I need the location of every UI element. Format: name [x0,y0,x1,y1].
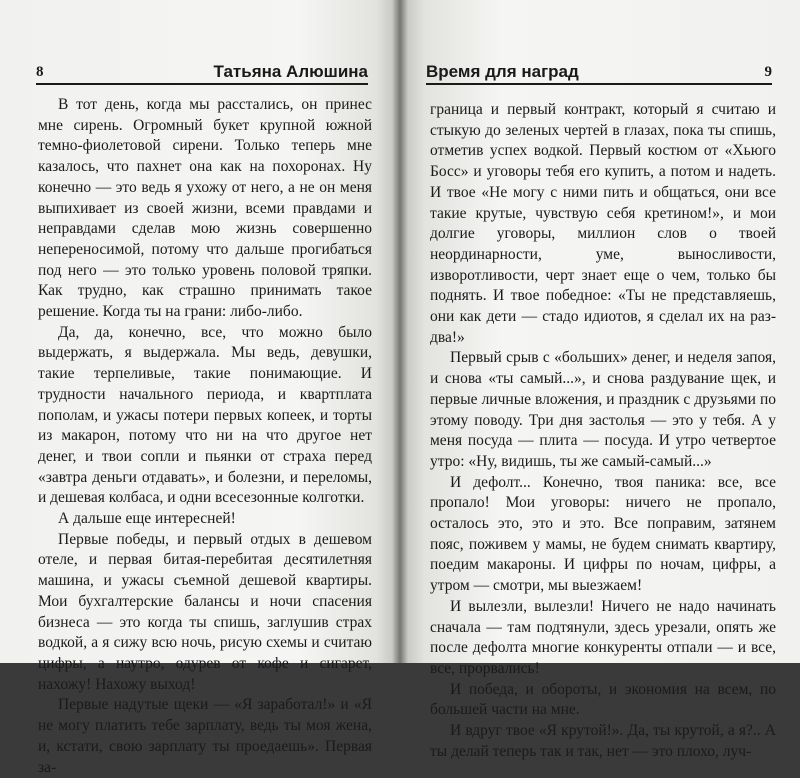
left-page-number: 8 [36,64,44,80]
paragraph: А дальше еще интересней! [58,510,236,528]
paragraph: Первые надутые щеки — «Я заработал!» и «Я не могу платить тебе зарплату, ведь ты моя жена, и, кстати, свою зарплату ты проедаешь». Первая за- [38,696,372,776]
paragraph: Первый срыв с «больших» денег, и неделя запоя, и снова «ты самый...», и снова раздувание щек, и первые личные вложения, и праздник с друзьями по этому поводу. Три дня застолья — это у тебя. А у меня посуда — плита — посуда. И утро четвертое утро: «Ну, видишь, ты же самый-самый...» [430,349,776,470]
right-page-number: 9 [764,64,772,80]
left-header-rule [36,83,368,85]
paragraph: Первые победы, и первый отдых в дешевом отеле, и первая битая-перебитая десятилетняя машина, и ужасы съемной дешевой квартиры. Мои бухгалтерские балансы и ночи спасения бизнеса — это когда ты спишь, заглушив страх водкой, а я сижу всю ночь, рисую схемы и считаю цифры, а наутро, одурев от кофе и сигарет, нахожу! Нахожу выход! [38,530,372,693]
right-header-rule [426,83,772,85]
paragraph: И дефолт... Конечно, твоя паника: все, все пропало! Мои уговоры: ничего не пропало, осталось это, это и это. Все поправим, затянем пояс, поживем у мамы, не будем снимать квартиру, поедим макароны. И цифры по ночам, цифры, а утром — смотри, мы выезжаем! [430,473,776,595]
left-running-head: Татьяна Алюшина [213,62,368,81]
paragraph: Да, да, конечно, все, что можно было выдержать, я выдержала. Мы ведь, девушки, такие терпеливые, такие понимающие. И трудности начального периода, и квартплата пополам, и ужасы потери первых копеек, и торты из макарон, потому что ни на что другое нет денег, и твои сопли и пьянки от страха перед «завтра деньги отдавать», и болезни, и переломы, и дешевая колбаса, и одни всесезонные колготки. [38,323,372,507]
paragraph: граница и первый контракт, который я считаю и стыкую до зеленых чертей в глазах, пока ты спишь, отметив успех водкой. Первый костюм от «Хьюго Босс» и уговоры тебя его купить, а потом и надеть. И твое «Не могу с ними пить и общаться, они все такие крутые, чувствую себя кретином!», и мои долгие уговоры, миллион слов о твоей неординарности, уме, выносливости, изворотливости, черт знает еще о чем, только бы поднять. И твое победное: «Ты не представляешь, они как дети — стадо идиотов, я сделал их на раз-два!» [430,101,776,346]
left-page-text [38,95,372,778]
paragraph: И победа, и обороты, и экономия на всем, по большей части на мне. [430,680,776,719]
left-page [0,0,400,776]
paragraph: И вдруг твое «Я крутой!». Да, ты крутой, а я?.. А ты делай теперь так и так, нет — это плохо, луч- [430,722,776,760]
right-page [400,0,800,760]
paragraph: В тот день, когда мы расстались, он принес мне сирень. Огромный букет крупной южной темно-фиолетовой сирени. Только теперь мне казалось, что пахнет она как на похоронах. Ну конечно — это ведь я ухожу от него, а не он меня выпихивает из своей жизни, всеми правдами и неправдами сделав мою жизнь совершенно непереносимой, потому что дальше прогибаться под него — это только уровень половой тряпки. Как трудно, как страшно принимать такое решение. Когда ты на грани: либо-либо. [38,96,372,321]
left-page-header [36,60,368,82]
right-page-header [426,60,772,82]
paragraph: И вылезли, вылезли! Ничего не надо начинать сначала — там подтянули, здесь урезали, опять же после дефолта многие конкуренты отпали — и все, все, прорвались! [430,597,776,677]
right-page-text [430,100,776,763]
right-running-head: Время для наград [426,62,579,81]
